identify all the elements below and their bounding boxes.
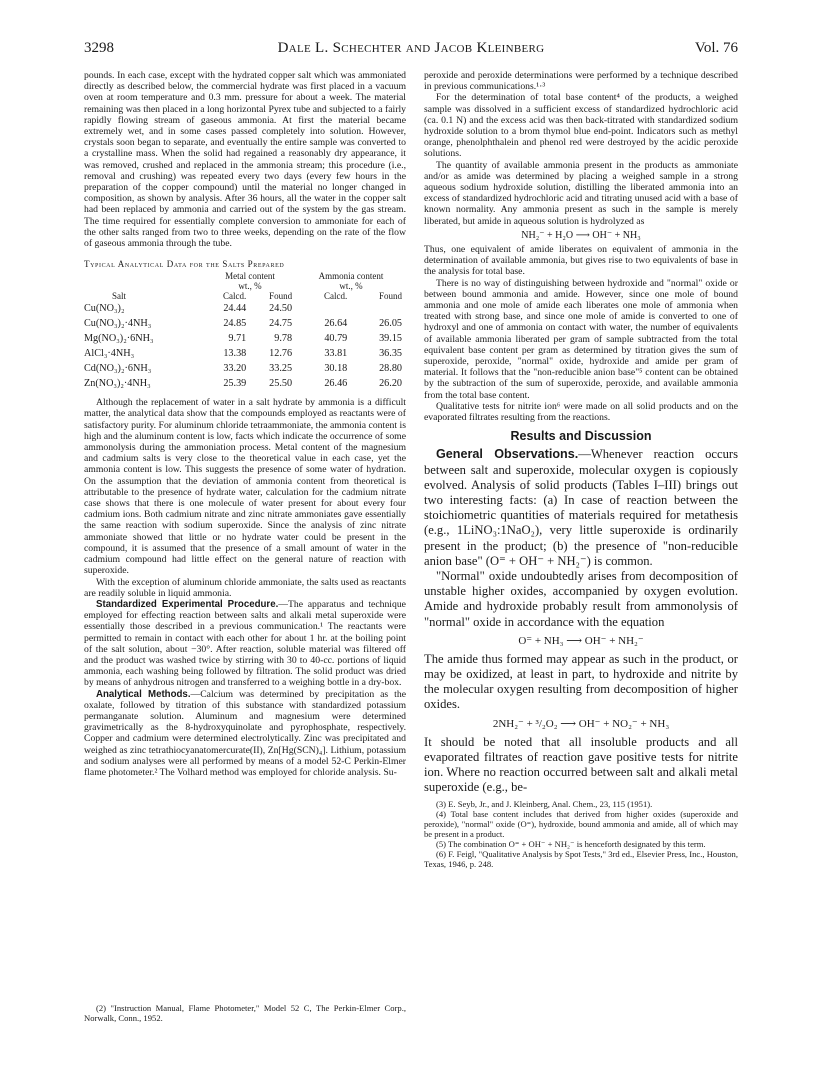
table-row bbox=[84, 316, 406, 331]
procedure-text: —The apparatus and technique employed for effecting reaction between salts and alkali metal superoxide were essentially those described in a previous communication.¹ The reactants were permitted to remain in contact with each other for about 1 hr. at the boiling point of the salt solution, about −30°. After reaction, soluble material was filtered off and the product was washed twice by stirring with 30 to 40-cc. portions of liquid ammonia, each washing being followed by filtration. The solid product was dried by means of anhydrous nitrogen and transferred to a weighing bottle in a dry-box. bbox=[84, 598, 406, 689]
cell-metal-found: 33.25 bbox=[269, 363, 293, 375]
cell-metal-calcd: 9.71 bbox=[228, 333, 247, 345]
cell-salt: Cu(NO₃)₂ bbox=[84, 303, 125, 315]
cell-ammonia-found: 26.05 bbox=[379, 318, 402, 330]
cell-salt: AlCl₃·4NH₃ bbox=[84, 348, 135, 360]
cell-metal-calcd: 33.20 bbox=[223, 363, 247, 375]
cell-ammonia-found: 26.20 bbox=[379, 378, 402, 390]
analytical-data-table bbox=[84, 271, 406, 391]
cell-salt: Mg(NO₃)₂·6NH₃ bbox=[84, 333, 154, 345]
paragraph-equivalents: Thus, one equivalent of amide liberates on equivalent of ammonia in the determination of available ammonia, but gives rise to two equivalents of base in the analysis for total base. bbox=[424, 244, 738, 278]
cell-metal-calcd: 24.85 bbox=[223, 318, 247, 330]
paragraph-normal-oxide: "Normal" oxide undoubtedly arises from decomposition of unstable higher oxides, accompanied by oxygen evolution. Amide and hydroxide probably result from ammonolysis of "normal" oxide in accordance with the equation bbox=[424, 568, 738, 629]
table-unit-metal: wt., % bbox=[238, 281, 262, 292]
paragraph-procedure bbox=[84, 599, 406, 689]
general-text: —Whenever reaction occurs between salt and superoxide, molecular oxygen is copiously evolved. Analysis of solid products (Tables I–III) brings out two interesting facts: (a) In case of reaction between the stoichiometric quantities of materials required for metathesis (e.g., 1LiNO₃:1NaO₂), very little superoxide is ordinarily present in the product; (b) the presence of "non-reducible anion base" (O⁼ + OH⁻ + NH₂⁻) is common. bbox=[424, 447, 739, 568]
paragraph-positive-tests: It should be noted that all insoluble products and all evaporated filtrates of reaction gave positive tests for nitrite ion. Where no reaction occurred between salt and alkali metal superoxide (e.g., be- bbox=[424, 734, 738, 795]
cell-ammonia-calcd: 40.79 bbox=[324, 333, 348, 345]
table-row bbox=[84, 301, 406, 316]
right-column bbox=[424, 70, 738, 869]
table-header-salt: Salt bbox=[112, 291, 127, 302]
cell-metal-calcd: 13.38 bbox=[223, 348, 247, 360]
table-row bbox=[84, 331, 406, 346]
cell-metal-found: 24.50 bbox=[269, 303, 293, 315]
cell-salt: Zn(NO₃)₂·4NH₃ bbox=[84, 378, 151, 390]
cell-metal-found: 12.76 bbox=[269, 348, 293, 360]
running-header bbox=[84, 40, 738, 60]
table-group-metal: Metal content bbox=[225, 271, 275, 282]
footnote-6: (6) F. Feigl, "Qualitative Analysis by Spot Tests," 3rd ed., Elsevier Press, Inc., Houston, Texas, 1946, p. 248. bbox=[424, 849, 738, 870]
cell-salt: Cd(NO₃)₂·6NH₃ bbox=[84, 363, 152, 375]
footnote-4: (4) Total base content includes that derived from higher oxides (superoxide and peroxide), "normal" oxide (O⁼), hydroxide, bound ammonia and amide, all of which may be present in a product. bbox=[424, 809, 738, 840]
cell-ammonia-calcd: 30.18 bbox=[324, 363, 348, 375]
section-title: Results and Discussion bbox=[510, 429, 652, 444]
paragraph-preparation: pounds. In each case, except with the hydrated copper salt which was ammoniated directly as described below, the commercial hydrate was first placed in a vacuum oven at room temperature and 0.3 mm. pressure for about a week. The material remaining was then placed in a long horizontal Pyrex tube and subjected to a fairly rapidly flowing stream of gaseous ammonia. At first the material became extremely wet, and in some cases passed completely into solution. However, crystals soon began to separate, and eventually the entire sample was converted to a crystalline mass. When the solid had regained a reasonably dry appearance, it was removed, crushed and replaced in the ammonia stream; this procedure (i.e., removal and crushing) was repeated every two days (every few hours in the preparation of the copper compound) until the material no longer changed in composition, as shown by analysis. After 36 hours, all the water in the copper salt had been replaced by ammonia and carried out of the system by the gas stream. The time required for essentially complete conversion to ammoniate for each of the other salts ranged from two to three weeks, depending on the rate of the flow of gaseous ammonia through the tube. bbox=[84, 70, 406, 250]
table-header-calcd: Calcd. bbox=[223, 291, 247, 302]
paragraph-general-observations bbox=[424, 447, 738, 569]
paragraph-nonreducible: There is no way of distinguishing between hydroxide and "normal" oxide or between bound ammonia and amide. However, since one mole of bound ammonia and one mole of amide each liberates one mole of ammonia when treated with strong base, and since one mole of amide is converted to one of hydroxyl and one of ammonia on contact with water, the number of equivalents of available ammonia liberated per gram of sample subtracted from the total equivalent base content per gram as determined by titration gives the sum of superoxide, peroxide, "normal" oxide, hydroxide and amide per gram of material. It follows that the "non-reducible anion base"⁵ content can be obtained by the subtraction of the sum of superoxide, peroxide, and available ammonia from the total base content. bbox=[424, 277, 738, 401]
table-header-found: Found bbox=[269, 291, 293, 302]
table-row bbox=[84, 376, 406, 391]
paragraph-solubility: With the exception of aluminum chloride ammoniate, the salts used as reactants are readily soluble in liquid ammonia. bbox=[84, 576, 406, 599]
paragraph-purity: Although the replacement of water in a salt hydrate by ammonia is a difficult matter, the analytical data show that the compounds employed as reactants were of satisfactory purity. For aluminum chloride tetraammoniate, the ammonia content is high and the aluminum content is low, facts which indicate the occurrence of some ammonolysis during the ammoniation process. Metal content of the magnesium and cadmium salts is very close to the theoretical value in each case, yet the ammonia content is low. This suggests the presence of some water of hydration. On the assumption that the deviation of ammonia content from theoretical is attributable to the presence of hydrate water, calculation for the cadmium nitrate case shows that there is one molecule of water present for about every four cadmium ions. Both cadmium nitrate and zinc nitrate ammoniates gave essentially the same reaction with sodium superoxide. Since the analysis of zinc nitrate ammoniate showed that little or no hydrate water could be present in the compound, it is assumed that the presence of a small amount of water in the cadmium compound had little effect on the general nature of reaction with superoxide. bbox=[84, 397, 406, 577]
paragraph-total-base: For the determination of total base content⁴ of the products, a weighed sample was dissolved in a sufficient excess of standardized hydrochloric acid (ca. 0.1 N) and the excess acid was then back-titrated with standardized sodium hydroxide solution to a brom thymol blue end-point. Indicators such as methyl orange, phenolphthalein and phenol red were destroyed by the acidic peroxide solutions. bbox=[424, 92, 738, 160]
cell-salt: Cu(NO₃)₂·4NH₃ bbox=[84, 318, 152, 330]
lead-analytical: Analytical Methods. bbox=[96, 688, 191, 700]
table-header-found: Found bbox=[378, 291, 402, 302]
lead-general: General Observations. bbox=[436, 447, 579, 462]
cell-ammonia-found bbox=[351, 301, 406, 316]
paragraph-amide-oxidation: The amide thus formed may appear as such in the product, or may be oxidized, at least in part, to hydroxide and nitrite by the molecular oxygen resulting from decomposition of higher oxides. bbox=[424, 651, 738, 712]
cell-metal-found: 9.78 bbox=[274, 333, 293, 345]
table-unit-ammonia: wt., % bbox=[339, 281, 363, 292]
volume-label: Vol. 76 bbox=[694, 40, 738, 56]
paragraph-nitrite-tests: Qualitative tests for nitrite ion⁶ were made on all solid products and on the evaporated filtrates resulting from the reactions. bbox=[424, 400, 738, 424]
running-title: Dale L. Schechter and Jacob Kleinberg bbox=[277, 40, 545, 56]
cell-ammonia-calcd: 33.81 bbox=[324, 348, 348, 360]
table-group-ammonia: Ammonia content bbox=[318, 271, 384, 282]
cell-metal-found: 24.75 bbox=[269, 318, 293, 330]
lead-procedure: Standardized Experimental Procedure. bbox=[96, 598, 279, 610]
cell-ammonia-found: 28.80 bbox=[379, 363, 402, 375]
cell-ammonia-calcd bbox=[296, 301, 351, 316]
cell-ammonia-calcd: 26.64 bbox=[324, 318, 348, 330]
paragraph-analytical bbox=[84, 689, 406, 779]
cell-ammonia-calcd: 26.46 bbox=[324, 378, 348, 390]
cell-metal-calcd: 25.39 bbox=[223, 378, 247, 390]
left-column bbox=[84, 70, 406, 778]
footnote-2: (2) "Instruction Manual, Flame Photometer," Model 52 C, The Perkin-Elmer Corp., Norwalk, Conn., 1952. bbox=[84, 1003, 406, 1023]
cell-metal-found: 25.50 bbox=[269, 378, 293, 390]
equation-amide-oxidation: 2NH₂⁻ + ³/₂O₂ ⟶ OH⁻ + NO₂⁻ + NH₃ bbox=[492, 717, 670, 730]
table-row bbox=[84, 361, 406, 376]
page-number: 3298 bbox=[84, 40, 114, 56]
left-footnotes bbox=[84, 1003, 406, 1023]
cell-metal-calcd: 24.44 bbox=[223, 303, 247, 315]
table-row bbox=[84, 346, 406, 361]
cell-ammonia-found: 39.15 bbox=[379, 333, 402, 345]
footnote-3: (3) E. Seyb, Jr., and J. Kleinberg, Anal. Chem., 23, 115 (1951). bbox=[436, 799, 653, 810]
analytical-text: —Calcium was determined by precipitation as the oxalate, followed by titration of this substance with standardized potassium permanganate solution. Aluminum and magnesium were determined gravimetrically as the 8-hydroxyquinolate and pyrophosphate, respectively. Copper and cadmium were determined electrolytically. Zinc was precipitated and weighed as zinc tetrathiocyanatomercurate(II), Zn[Hg(SCN)₄]. Lithium, potassium and sodium analyses were all performed by means of a model 52-C Perkin-Elmer flame photometer.² The Volhard method was employed for chloride analysis. Su- bbox=[84, 688, 406, 778]
cell-ammonia-found: 36.35 bbox=[379, 348, 402, 360]
paragraph-peroxide: peroxide and peroxide determinations were performed by a technique described in previous communications.¹·³ bbox=[424, 70, 738, 93]
paragraph-available-ammonia: The quantity of available ammonia present in the products as ammoniate and/or as amide was determined by placing a weighed sample in a strong aqueous sodium hydroxide solution, distilling the liberated ammonia into an excess of standardized hydrochloric acid and titrating unused acid with a base of known normality. Any ammonia present as such in the sample is merely liberated, but amide in aqueous solution is hydrolyzed as bbox=[424, 159, 738, 227]
equation-amide-hydrolysis: NH₂⁻ + H₂O ⟶ OH⁻ + NH₃ bbox=[521, 229, 641, 241]
equation-ammonolysis: O⁼ + NH₃ ⟶ OH⁻ + NH₂⁻ bbox=[518, 634, 644, 647]
footnote-5: (5) The combination O⁼ + OH⁻ + NH₂⁻ is henceforth designated by this term. bbox=[436, 839, 706, 850]
table-header-calcd: Calcd. bbox=[324, 291, 348, 302]
table-caption: Typical Analytical Data for the Salts Prepared bbox=[84, 259, 285, 270]
